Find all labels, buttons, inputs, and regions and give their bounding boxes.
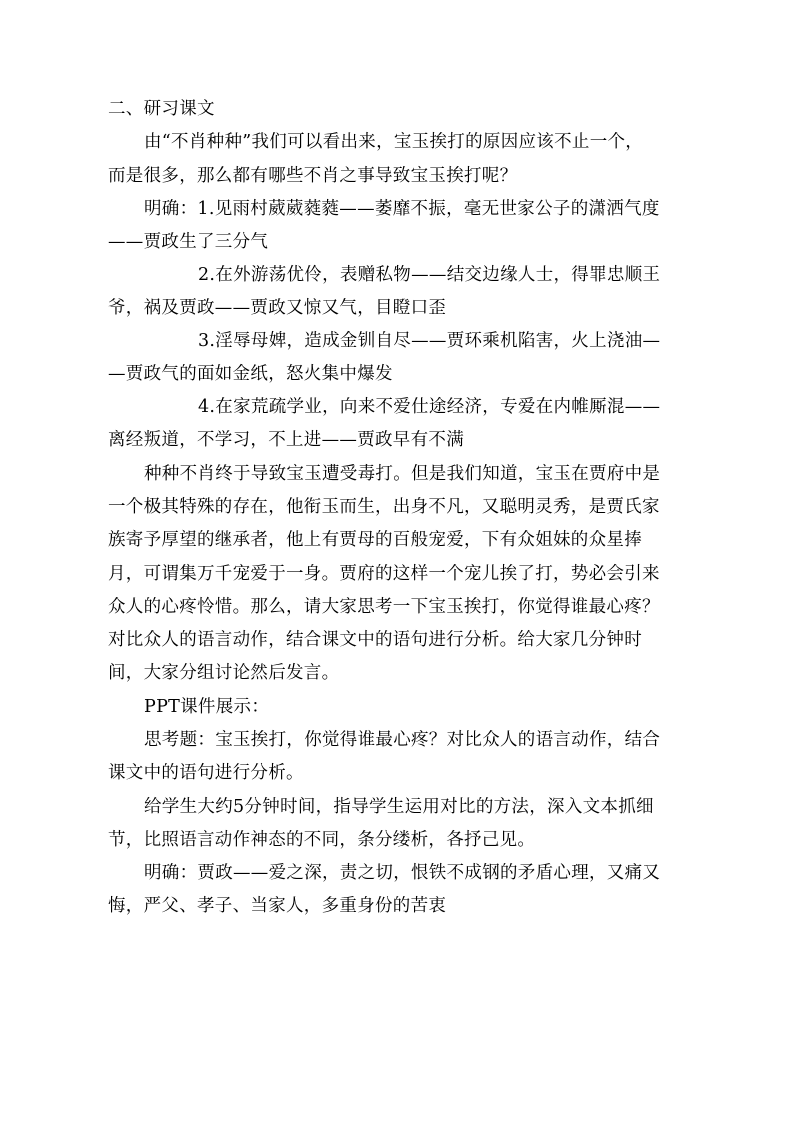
section-heading: 二、研习课文 — [108, 99, 215, 119]
question-line: 思考题：宝玉挨打，你觉得谁最心疼？对比众人的语言动作，结合 — [144, 730, 661, 750]
guide-line: 给学生大约5分钟时间，指导学生运用对比的方法，深入文本抓细 — [144, 797, 654, 817]
point-line: —贾政气的面如金纸，怒火集中爆发 — [108, 364, 393, 384]
paragraph-line: 众人的心疼怜惜。那么，请大家思考一下宝玉挨打，你觉得谁最心疼？ — [108, 597, 660, 617]
point-line: 离经叛道，不学习，不上进——贾政早有不满 — [108, 430, 464, 450]
question-line: 课文中的语句进行分析。 — [108, 763, 304, 783]
paragraph-line: 月，可谓集万千宠爱于一身。贾府的这样一个宠儿挨了打，势必会引来 — [108, 564, 660, 584]
paragraph-line: 对比众人的语言动作，结合课文中的语句进行分析。给大家几分钟时 — [108, 630, 642, 650]
ppt-label: PPT课件展示： — [144, 697, 270, 717]
answer-line: 悔，严父、孝子、当家人，多重身份的苦衷 — [108, 896, 447, 916]
paragraph-line: 由“不肖种种”我们可以看出来，宝玉挨打的原因应该不止一个， — [144, 132, 644, 152]
paragraph-line: 间，大家分组讨论然后发言。 — [108, 663, 340, 683]
answer-line: 明确：1.见雨村葳葳蕤蕤——萎靡不振，毫无世家公子的潇洒气度 — [144, 199, 660, 219]
answer-line: ——贾政生了三分气 — [108, 232, 269, 252]
paragraph-line: 族寄予厚望的继承者，他上有贾母的百般宠爱，下有众姐妹的众星捧 — [108, 530, 642, 550]
paragraph-line: 一个极其特殊的存在，他衔玉而生，出身不凡，又聪明灵秀，是贾氏家 — [108, 497, 660, 517]
point-line: 爷，祸及贾政——贾政又惊又气，目瞪口歪 — [108, 298, 447, 318]
paragraph-line: 而是很多，那么都有哪些不肖之事导致宝玉挨打呢？ — [108, 166, 518, 186]
answer-line: 明确：贾政——爱之深，责之切，恨铁不成钢的矛盾心理，又痛又 — [144, 863, 661, 883]
point-line: 3.淫辱母婢，造成金钏自尽——贾环乘机陷害，火上浇油— — [198, 331, 661, 351]
guide-line: 节，比照语言动作神态的不同，条分缕析，各抒己见。 — [108, 830, 536, 850]
point-line: 4.在家荒疏学业，向来不爱仕途经济，专爱在内帷厮混—— — [198, 397, 661, 417]
paragraph-line: 种种不肖终于导致宝玉遭受毒打。但是我们知道，宝玉在贾府中是 — [144, 464, 661, 484]
point-line: 2.在外游荡优伶，表赠私物——结交边缘人士，得罪忠顺王 — [198, 265, 661, 285]
